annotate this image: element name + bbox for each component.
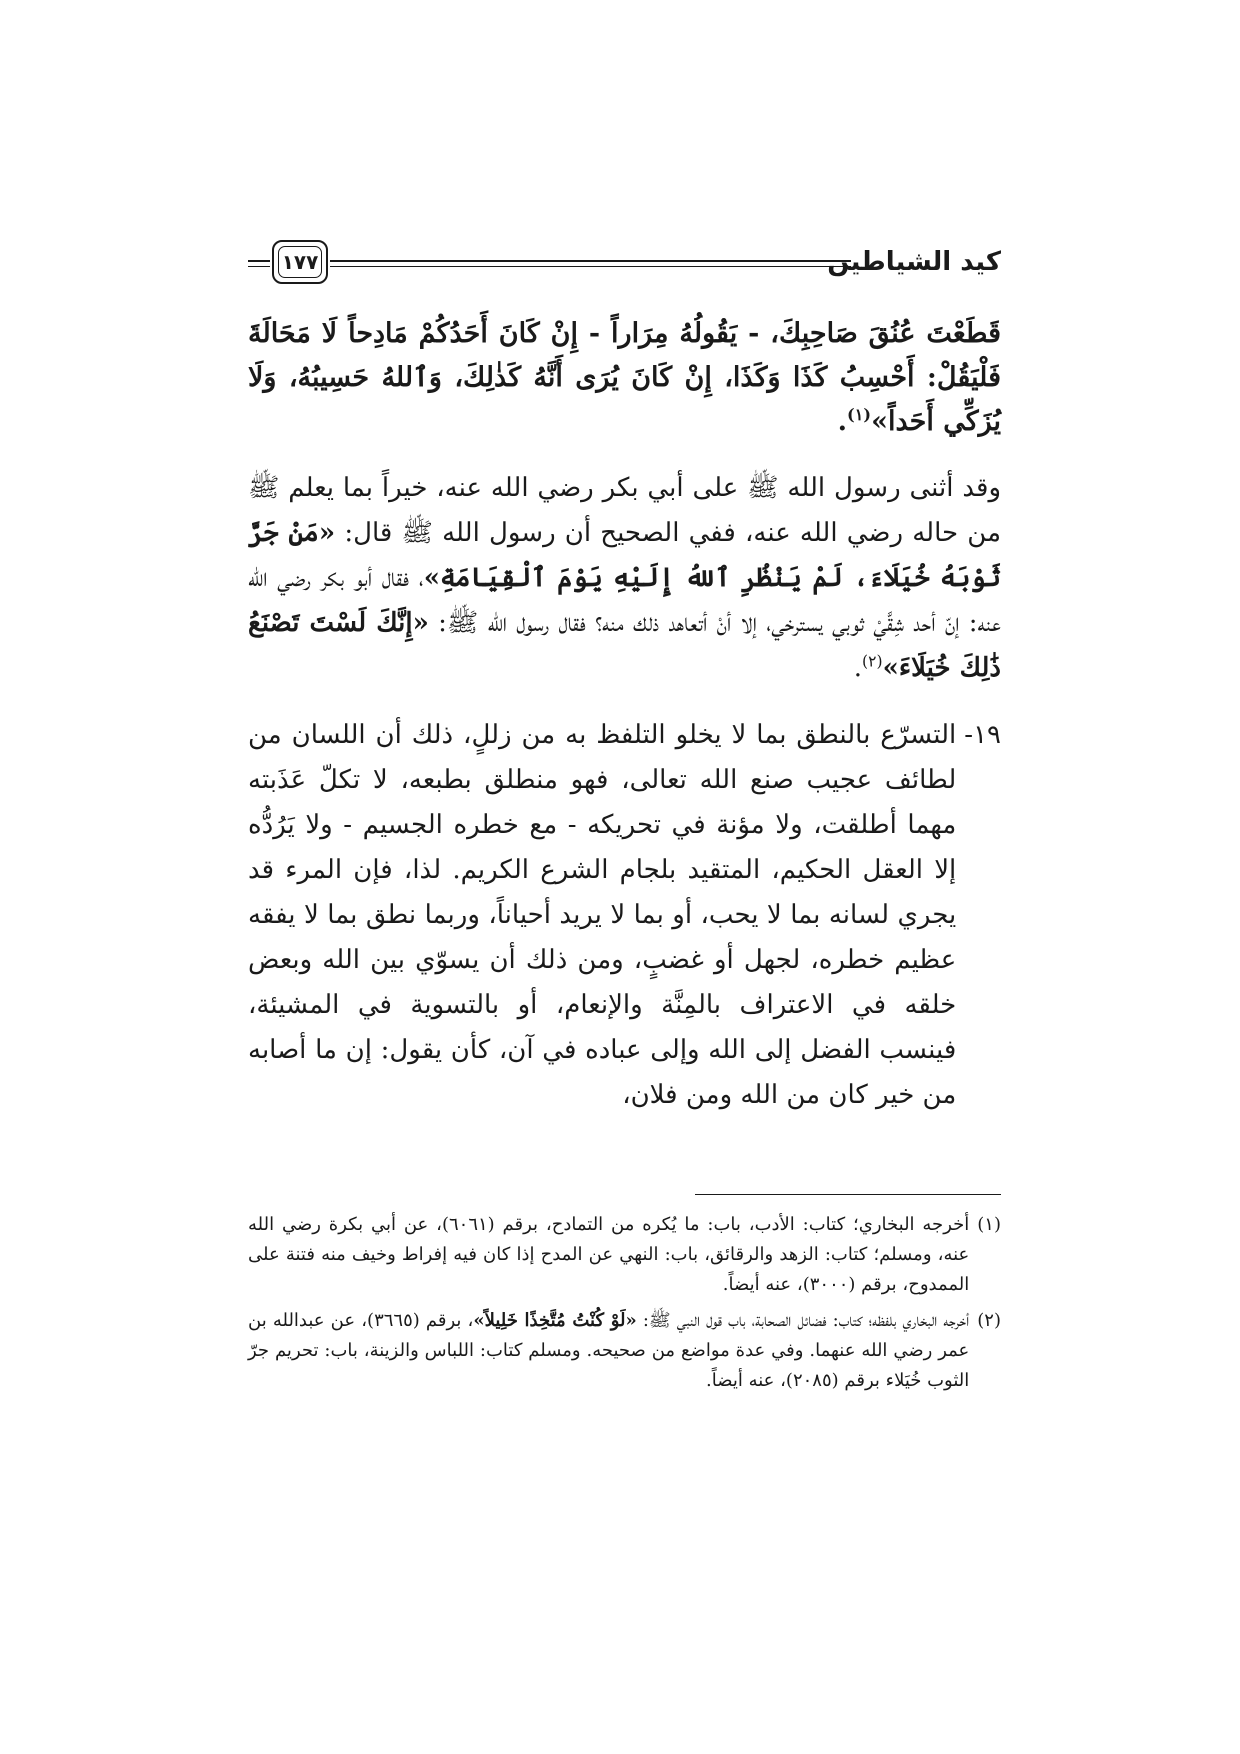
footnote-2 [248,1306,1001,1396]
page-number-frame [272,240,328,284]
footnote-ref-2: (٢) [862,652,883,671]
header-rule-left [248,260,270,267]
para2-hadith-2: «إِنَّكَ لَسْتَ تَصْنَعُ ذَٰلِكَ خُيَلَاءَ» [248,608,1001,683]
para2-hadith-1: «مَنْ جَرَّ ثَوْبَهُ خُيَلَاءَ، لَمْ يَنْظُرِ ٱللهُ إِلَيْهِ يَوْمَ ٱلْقِيَامَةِ» [248,518,1001,593]
main-content [248,312,1001,1118]
abu-bakr-paragraph [248,466,1001,691]
para2-text-2: ، فقال أبو بكر رضي الله عنه: إنّ أحد شِقَّيْ ثوبي يسترخي، إلا أنْ أتعاهد ذلك منه؟ فقال رسول الله ﷺ: [248,563,1001,638]
hadith-quote-paragraph: قَطَعْتَ عُنُقَ صَاحِبِكَ، - يَقُولُهُ مِرَاراً - إِنْ كَانَ أَحَدُكُمْ مَادِحاً لَا مَحَالَةَ فَلْيَقُلْ: أَحْسِبُ كَذَا وَكَذَا، إِنْ كَانَ يُرَى أَنَّهُ كَذٰلِكَ، وَٱللهُ حَسِيبُهُ، وَلَا يُزَكِّي أَحَداً»$^{(١)}$. [248,318,1001,437]
footnote-number: (٢) [977,1310,1001,1331]
header-rule-right [330,260,851,267]
para2-text-1: وقد أثنى رسول الله ﷺ على أبي بكر رضي الله عنه، خيراً بما يعلم ﷺ من حاله رضي الله عنه، ففي الصحيح أن رسول الله ﷺ قال: [248,473,1001,548]
item-text: التسرّع بالنطق بما لا يخلو التلفظ به من زللٍ، ذلك أن اللسان من لطائف عجيب صنع الله تعالى، فهو منطلق بطبعه، لا تكلّ عَذَبته مهما أطلقت، ولا مؤنة في تحريكه - مع خطره الجسيم - ولا يَرُدُّه إلا العقل الحكيم، المتقيد بلجام الشرع الكريم. لذا، فإن المرء قد يجري لسانه بما لا يحب، أو بما لا يريد أحياناً، وربما نطق بما لا يفقه عظيم خطره، لجهل أو غضبٍ، ومن ذلك أن يسوّي بين الله وبعض خلقه في الاعتراف بالمِنَّة والإنعام، أو بالتسوية في المشيئة، فينسب الفضل إلى الله وإلى عباده في آن، كأن يقول: إن ما أصابه من خير كان من الله ومن فلان، [248,720,957,1110]
footnote-text-part-1: أخرجه البخاري بلفظه؛ كتاب: فضائل الصحابة، باب قول النبي ﷺ: [636,1310,970,1331]
footnote-text [248,1306,969,1396]
footnote-ref-1: (١) [847,405,872,424]
page-number: ١٧٧ [281,250,319,274]
item-number: ١٩- [964,720,1001,750]
running-title: كيد الشياطين [827,247,1001,277]
footnote-1 [248,1210,1001,1300]
page-header [248,236,1001,290]
numbered-item-19 [248,713,1001,1118]
hadith-quote-text: قَطَعْتَ عُنُقَ صَاحِبِكَ، - يَقُولُهُ مِرَاراً - إِنْ كَانَ أَحَدُكُمْ مَادِحاً لَا مَحَالَةَ فَلْيَقُلْ: أَحْسِبُ كَذَا وَكَذَا، إِنْ كَانَ يُرَى أَنَّهُ كَذٰلِكَ، وَٱللهُ حَسِيبُهُ، وَلَا يُزَكِّي أَحَداً» [248,318,1001,437]
footnote-hadith: «لَوْ كُنْتُ مُتَّخِذًا خَلِيلاً» [473,1310,637,1331]
footnote-text-part-2: ، برقم (٣٦٦٥)، عن عبدالله بن عمر رضي الله عنهما. وفي عدة مواضع من صحيحه. ومسلم كتاب: اللباس والزينة، باب: تحريم جرّ الثوب خُيَلاء برقم (٢٠٨٥)، عنه أيضاً. [248,1310,970,1391]
footnote-number: (١) [977,1214,1001,1235]
footnotes [248,1210,1001,1402]
para2-end: . [853,653,863,683]
footnote-separator [695,1194,1001,1195]
footnote-text: أخرجه البخاري؛ كتاب: الأدب، باب: ما يُكره من التمادح، برقم (٦٠٦١)، عن أبي بكرة رضي الله عنه، ومسلم؛ كتاب: الزهد والرقائق، باب: النهي عن المدح إذا كان فيه إفراط وخيف منه فتنة على الممدوح، برقم (٣٠٠٠)، عنه أيضاً. [248,1214,970,1295]
